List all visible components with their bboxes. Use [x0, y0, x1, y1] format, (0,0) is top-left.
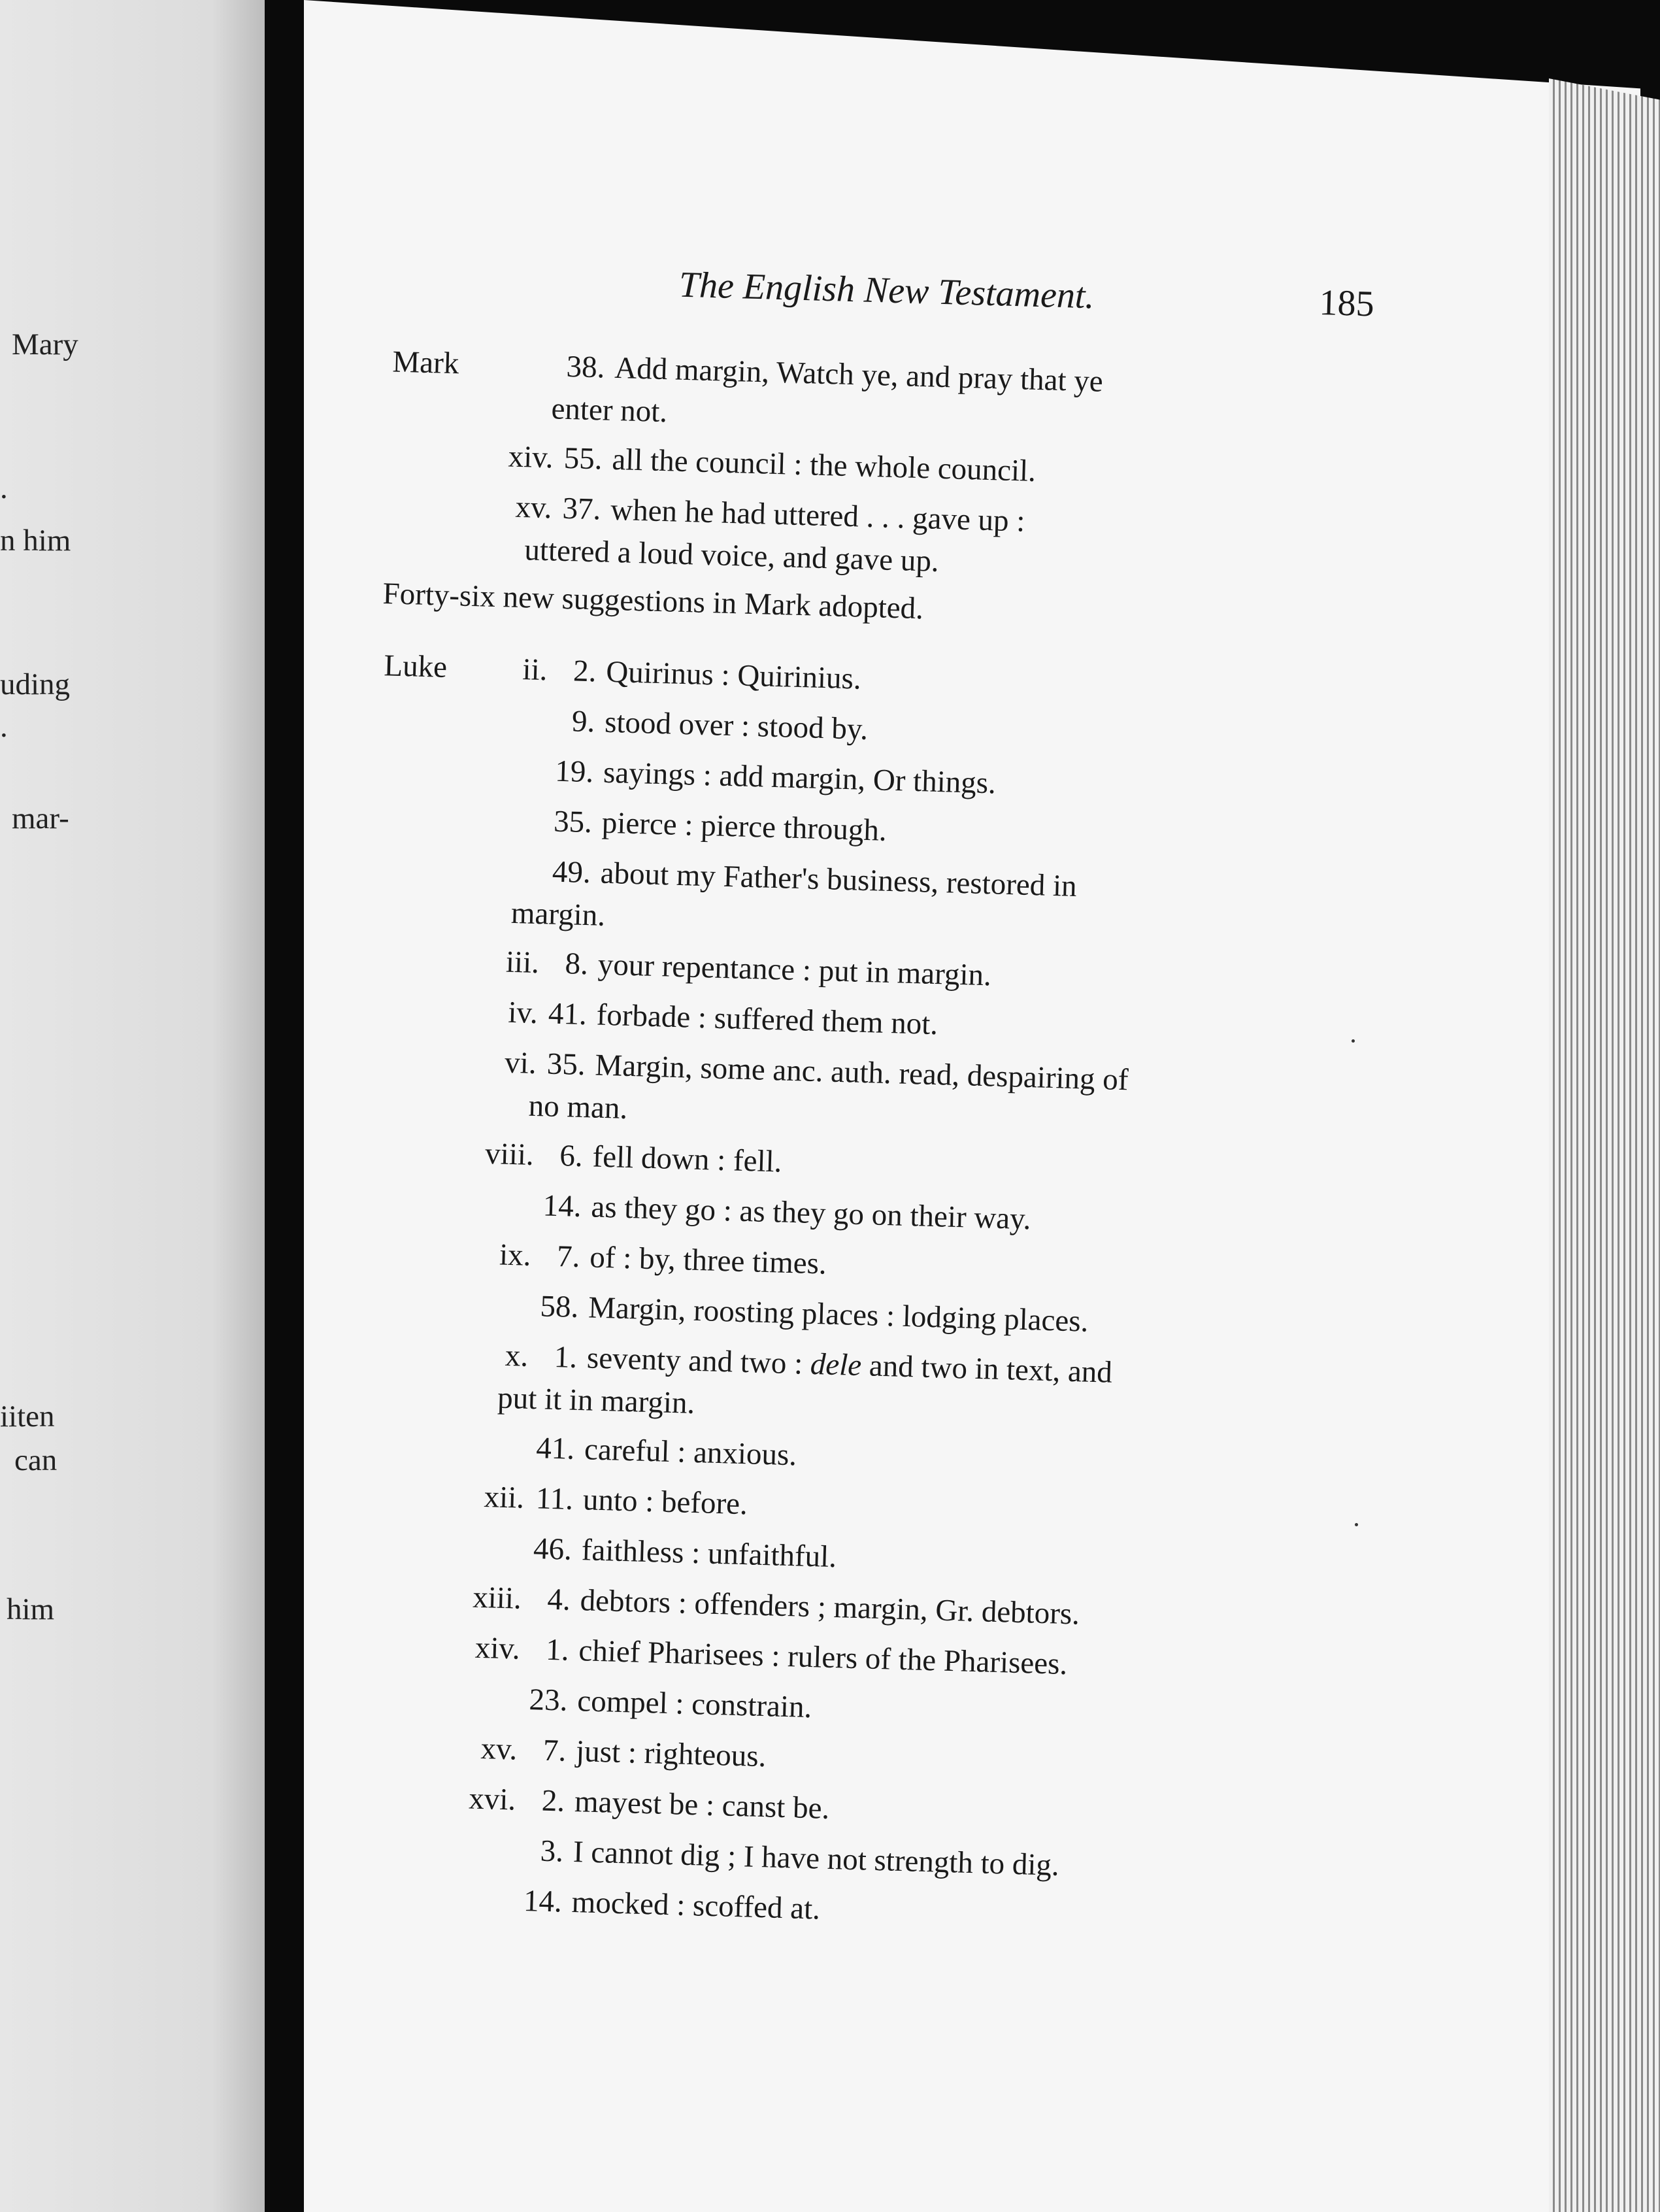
entry-text: all the council : the whole council.	[611, 442, 1037, 488]
chapter-number: xv.	[514, 490, 553, 526]
book-label: Mark	[391, 344, 460, 381]
entry-text: mocked : scoffed at.	[571, 1885, 821, 1926]
verse-number: 6.	[559, 1139, 584, 1174]
left-page-fragment: can	[14, 1443, 58, 1477]
verse-number: 37.	[561, 491, 602, 527]
verse-number: 55.	[563, 441, 603, 477]
entry-text: I cannot dig ; I have not strength to dig.	[573, 1835, 1060, 1883]
verse-number: 35.	[546, 1047, 586, 1082]
left-page-fragment: n him	[0, 524, 71, 558]
entry-text: pierce : pierce through.	[601, 805, 888, 848]
chapter-number: xiv.	[474, 1630, 521, 1666]
chapter-number: ii.	[522, 652, 548, 688]
verse-number: 58.	[539, 1289, 579, 1324]
entry-continuation: put it in margin.	[497, 1381, 695, 1420]
entry-text: Margin, roosting places : lodging places.	[588, 1290, 1089, 1339]
entry-text: sayings : add margin, Or things.	[603, 755, 997, 801]
verse-number: 38.	[565, 349, 606, 385]
entry-text: unto : before.	[582, 1483, 748, 1522]
entry-text: compel : constrain.	[576, 1684, 812, 1725]
chapter-number: xii.	[483, 1480, 525, 1515]
verse-number: 8.	[564, 947, 589, 982]
chapter-number: xiv.	[508, 439, 554, 475]
entry-text: Quirinus : Quirinius.	[605, 654, 862, 696]
left-page-fragment: uding	[0, 667, 71, 701]
left-page-fragment: .	[0, 471, 8, 505]
entry-text: of : by, three times.	[589, 1240, 827, 1281]
verse-number: 41.	[535, 1431, 575, 1466]
chapter-number: vi.	[504, 1045, 537, 1081]
verse-number: 14.	[523, 1883, 563, 1919]
page-number: 185	[1318, 282, 1375, 325]
entry-text: Add margin, Watch ye, and pray that ye	[614, 350, 1104, 399]
verse-number: 46.	[533, 1532, 573, 1567]
left-page-fragment: .	[0, 710, 8, 744]
entry-continuation: no man.	[528, 1088, 628, 1126]
verse-number: 1.	[554, 1339, 578, 1375]
running-title: The English New Testament.	[678, 264, 1095, 317]
chapter-number: xv.	[480, 1732, 518, 1767]
verse-number: 4.	[546, 1582, 571, 1617]
chapter-number: viii.	[484, 1136, 535, 1172]
print-speck	[1352, 1039, 1355, 1043]
entry-continuation: enter not.	[550, 392, 668, 429]
entry-text: fell down : fell.	[591, 1139, 783, 1179]
left-page-fragment: iiten	[0, 1399, 55, 1433]
verse-number: 23.	[528, 1683, 569, 1718]
left-page-fragment: mar-	[12, 801, 69, 835]
entry-text: chief Pharisees : rulers of the Pharisees.	[578, 1634, 1068, 1682]
verse-number: 35.	[553, 804, 593, 840]
entry-text: careful : anxious.	[584, 1432, 797, 1473]
verse-number: 19.	[554, 754, 594, 790]
entry-text: mayest be : canst be.	[574, 1785, 830, 1826]
verse-number: 2.	[541, 1783, 565, 1818]
chapter-number: xvi.	[468, 1781, 516, 1817]
book-label: Luke	[383, 648, 448, 684]
entry-text: faithless : unfaithful.	[581, 1533, 837, 1575]
verse-number: 2.	[573, 654, 597, 689]
chapter-number: iii.	[505, 945, 540, 980]
verse-number: 1.	[545, 1632, 570, 1667]
verse-number: 7.	[556, 1239, 581, 1274]
entry-continuation: margin.	[510, 896, 606, 933]
entry-text: seventy and two : dele and two in text, and	[586, 1341, 1113, 1390]
page-edges	[1549, 78, 1660, 2212]
chapter-number: ix.	[499, 1237, 532, 1273]
chapter-number: x.	[505, 1338, 529, 1373]
verse-number: 14.	[542, 1188, 582, 1224]
verse-number: 11.	[535, 1481, 574, 1517]
entry-text: forbade : suffered them not.	[596, 997, 938, 1042]
verse-number: 7.	[542, 1733, 567, 1768]
verse-number: 49.	[552, 854, 591, 890]
book-gutter	[265, 0, 304, 2212]
chapter-number: xiii.	[472, 1580, 522, 1616]
verse-number: 3.	[540, 1834, 564, 1869]
print-speck	[1355, 1523, 1358, 1526]
chapter-number: iv.	[507, 995, 539, 1031]
summary-line: Forty-six new suggestions in Mark adopted.	[382, 577, 924, 626]
entry-text: just : righteous.	[575, 1734, 767, 1774]
left-page-fragment: Mary	[12, 327, 78, 361]
entry-text: about my Father's business, restored in	[600, 856, 1078, 903]
entry-text: as they go : as they go on their way.	[590, 1190, 1032, 1237]
entry-text: debtors : offenders ; margin, Gr. debtors.	[580, 1583, 1080, 1632]
entry-text: your repentance : put in margin.	[597, 947, 992, 993]
entry-text: when he had uttered . . . gave up :	[610, 492, 1026, 539]
entry-continuation: uttered a loud voice, and gave up.	[523, 533, 940, 578]
left-page-fragment: him	[7, 1592, 55, 1626]
entry-text: stood over : stood by.	[604, 705, 869, 746]
verse-number: 41.	[548, 996, 588, 1032]
verse-number: 9.	[571, 704, 595, 739]
entry-text: Margin, some anc. auth. read, despairing of	[594, 1048, 1129, 1098]
